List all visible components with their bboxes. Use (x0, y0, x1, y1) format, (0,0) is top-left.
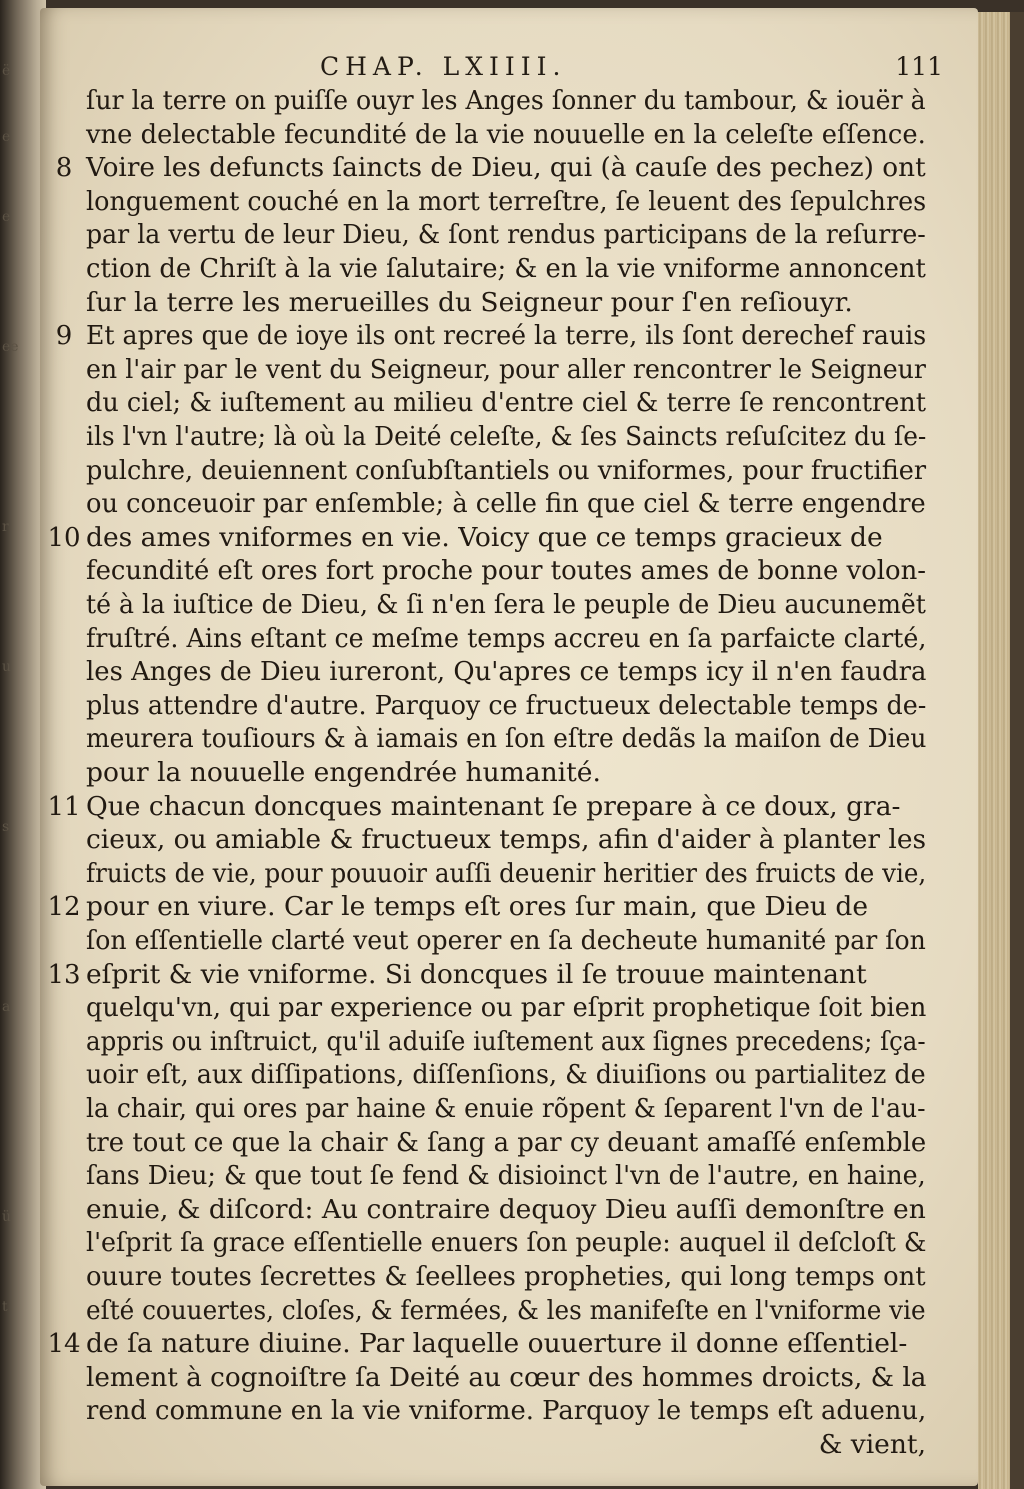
verse-number: 9 (55, 321, 73, 352)
text-line: ction de Chriſt à la vie ſalutaire; & en la vie vniforme annoncent (86, 253, 926, 284)
text-line: tre tout ce que la chair & ſang a par cy deuant amaſſé enſemble (86, 1126, 927, 1158)
verse-number (46, 1023, 82, 1061)
verse-number (46, 586, 82, 624)
text-line: ſur la terre on puiſſe ouyr les Anges ſonner du tambour, & iouër à (86, 85, 926, 116)
verse-number (46, 1426, 82, 1464)
verse-number (46, 821, 82, 859)
text-line: Voire les defuncts ſaincts de Dieu, qui (à cauſe des pechez) ont (86, 152, 926, 184)
verse-number (46, 552, 82, 590)
verse-number (46, 1090, 82, 1128)
text-line: l'eſprit ſa grace eſſentielle enuers ſon peuple: auquel il deſcloſt & (86, 1227, 927, 1259)
verse-number (46, 1359, 82, 1397)
verse-number (46, 1392, 82, 1430)
verse-number (46, 922, 82, 960)
verse-number (46, 82, 82, 120)
verse-number (46, 116, 82, 154)
verse-number (46, 485, 82, 523)
gutter-mark: e (2, 209, 11, 225)
gutter-mark: ee (2, 339, 19, 355)
text-line: ouure toutes ſecrettes & ſeellees propheties, qui long temps ont (86, 1261, 926, 1292)
verse-number: 10 (47, 522, 81, 553)
text-line: ſon eſſentielle clarté veut operer en ſa decheute humanité par ſon (86, 925, 926, 956)
gutter-mark: e (2, 129, 11, 145)
text-line: ſans Dieu; & que tout ſe fend & disioinct l'vn de l'autre, en haine, (86, 1160, 926, 1192)
text-line: ou conceuoir par enſemble; à celle fin que ciel & terre engendre (86, 488, 926, 520)
verse-number (46, 1292, 82, 1330)
verse-number (46, 720, 82, 758)
verse-number (46, 384, 82, 422)
gutter-mark: ü (2, 1209, 12, 1225)
text-line: & vient, (818, 1429, 926, 1460)
text-line: vne delectable fecundité de la vie nouuelle en la celeſte eſſence. (86, 118, 926, 150)
verse-number (46, 1224, 82, 1262)
verse-number: 12 (47, 892, 81, 923)
verse-number (46, 216, 82, 254)
verse-number: 13 (47, 959, 81, 990)
verse-number (46, 620, 82, 658)
text-line: lement à cognoiſtre ſa Deité au cœur des hommes droicts, & la (86, 1361, 927, 1393)
gutter-mark: u (2, 659, 12, 675)
verse-number (46, 1258, 82, 1296)
gutter-mark: t (2, 1299, 8, 1315)
text-line: fecundité eſt ores fort proche pour toutes ames de bonne volon- (86, 555, 926, 587)
text-line: enuie, & diſcord: Au contraire dequoy Dieu auſſi demonſtre en (86, 1193, 926, 1225)
text-line: cieux, ou amiable & fructueux temps, afin d'aider à planter les (86, 824, 927, 856)
text-line: fruſtré. Ains eſtant ce meſme temps accreu en ſa parfaicte clarté, (86, 622, 927, 654)
verse-number (46, 1056, 82, 1094)
text-line: les Anges de Dieu iureront, Qu'apres ce temps icy il n'en faudra (86, 656, 927, 688)
gutter-mark: a (2, 999, 11, 1015)
page-number: 111 (895, 52, 943, 81)
text-line: en l'air par le vent du Seigneur, pour aller rencontrer le Seigneur (86, 353, 926, 385)
text-line: té à la iuſtice de Dieu, & ſi n'en ſera le peuple de Dieu aucunemẽt (86, 589, 926, 620)
running-head: CHAP. LXIIII. (320, 52, 567, 81)
verse-number (46, 452, 82, 490)
text-line: Et apres que de ioye ils ont recreé la terre, ils ſont derechef rauis (86, 320, 927, 352)
text-line: du ciel; & iuſtement au milieu d'entre ciel & terre ſe rencontrent (86, 387, 926, 419)
verse-number: 8 (55, 153, 73, 184)
book-page (40, 8, 978, 1486)
text-line: de ſa nature diuine. Par laquelle ouuerture il donne eſſentiel- (86, 1328, 908, 1360)
verse-number: 11 (47, 791, 81, 822)
text-line: par la vertu de leur Dieu, & ſont rendus participans de la reſurre- (86, 219, 926, 251)
text-line: des ames vniformes en vie. Voicy que ce temps gracieux de (86, 521, 883, 553)
text-line: plus attendre d'autre. Parquoy ce fructueux delectable temps de- (86, 689, 927, 721)
verse-number (46, 687, 82, 725)
verse-number (46, 351, 82, 389)
verse-number (46, 754, 82, 792)
text-line: pour en viure. Car le temps eſt ores ſur main, que Dieu de (86, 891, 869, 923)
verse-number (46, 250, 82, 288)
text-line: quelqu'vn, qui par experience ou par eſprit prophetique ſoit bien (86, 992, 927, 1024)
text-line: Que chacun doncques maintenant ſe prepare à ce doux, gra- (86, 790, 901, 822)
verse-number (46, 284, 82, 322)
verse-number (46, 653, 82, 691)
text-line: ils l'vn l'autre; là où la Deité celeſte, & ſes Saincts reſuſcitez du ſe- (86, 421, 927, 452)
text-line: rend commune en la vie vniforme. Parquoy le temps eſt aduenu, (86, 1395, 927, 1427)
verse-number (46, 1191, 82, 1229)
verse-number (46, 418, 82, 456)
verse-number (46, 1157, 82, 1195)
gutter-mark: r (2, 519, 9, 535)
verse-number (46, 855, 82, 893)
book-cover-edge (1010, 12, 1024, 1489)
text-line: la chair, qui ores par haine & enuie rõpent & ſeparent l'vn de l'au- (86, 1093, 926, 1124)
text-line: longuement couché en la mort terreſtre, ſe leuent des ſepulchres (86, 185, 927, 217)
text-line: pour la nouuelle engendrée humanité. (86, 757, 601, 788)
verse-number (46, 989, 82, 1027)
text-line: ſur la terre les merueilles du Seigneur pour ſ'en reſiouyr. (86, 286, 853, 318)
verse-number: 14 (47, 1329, 81, 1360)
text-line: pulchre, deuiennent conſubſtantiels ou vniformes, pour fructifier (86, 454, 927, 486)
text-line: uoir eſt, aux diſſipations, diſſenſions, & diuiſions ou partialitez de (86, 1059, 926, 1091)
gutter-mark: ë (2, 63, 11, 79)
text-line: eſprit & vie vniforme. Si doncques il ſe trouue maintenant (86, 958, 867, 990)
text-line: meurera touſiours & à iamais en ſon eſtre dedãs la maiſon de Dieu (86, 723, 927, 755)
text-line: eſté couuertes, cloſes, & fermées, & les manifeſte en l'vniforme vie (86, 1294, 926, 1326)
verse-number (46, 1124, 82, 1162)
verse-number (46, 183, 82, 221)
text-line: appris ou inſtruict, qu'il aduiſe iuſtement aux ſignes precedens; ſça- (86, 1025, 926, 1057)
text-line: fruicts de vie, pour pouuoir auſſi deuenir heritier des fruicts de vie, (86, 857, 927, 889)
gutter-mark: s (2, 819, 10, 835)
